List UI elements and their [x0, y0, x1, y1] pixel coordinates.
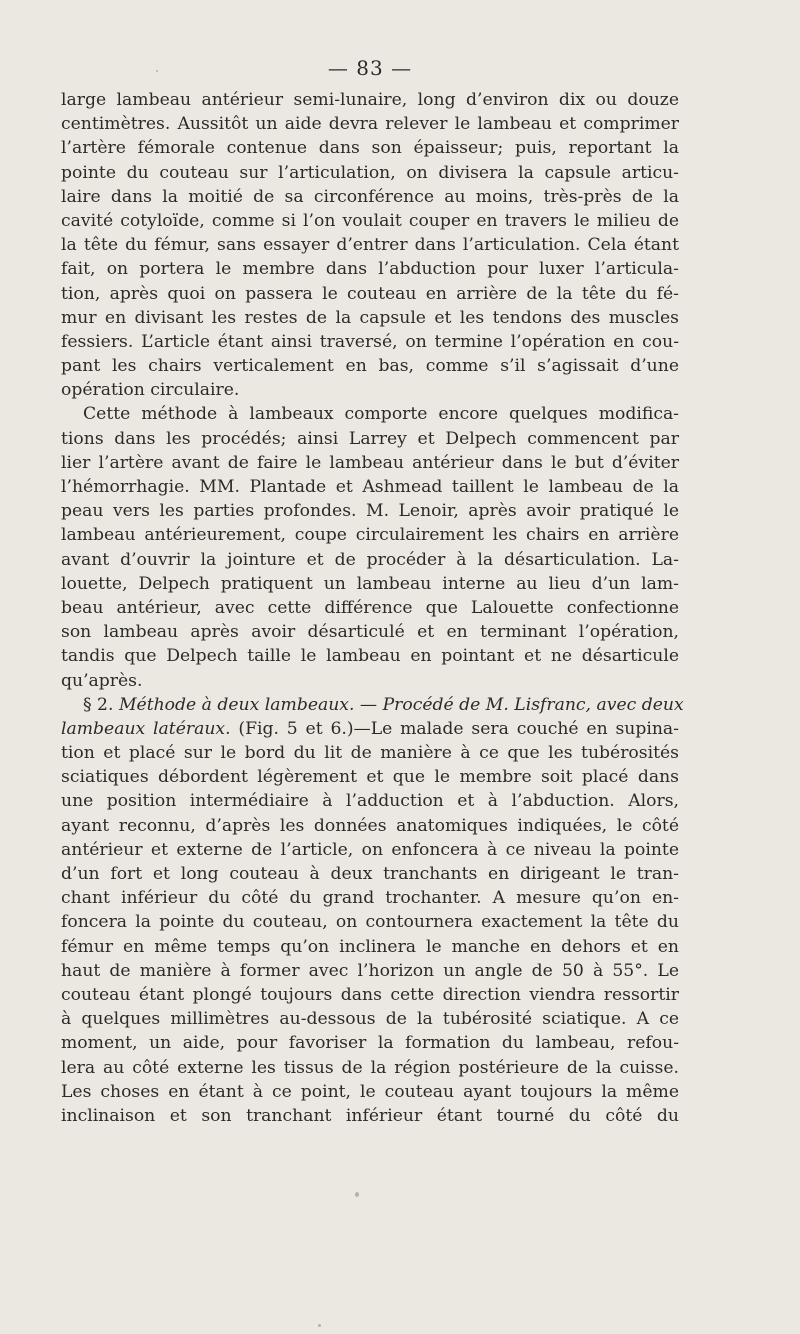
text-line: tion, après quoi on passera le couteau en arrière de la tête du fé-: [61, 283, 679, 304]
text-line: tion et placé sur le bord du lit de manière à ce que les tubérosités: [61, 743, 679, 764]
text-line: fessiers. L’article étant ainsi traversé, on termine l’opération en cou-: [61, 331, 679, 352]
text-line: opération circulaire.: [61, 380, 240, 401]
section-2: [61, 693, 684, 1128]
text-line: mur en divisant les restes de la capsule et les tendons des muscles: [61, 307, 679, 328]
paper-speck: [355, 1192, 359, 1197]
paragraph-1: [61, 88, 679, 402]
text-line: fémur en même temps qu’on inclinera le manche en dehors et en: [61, 936, 679, 957]
text-line: louette, Delpech pratiquent un lambeau interne au lieu d’un lam-: [61, 573, 679, 594]
section-title-cont: lambeaux latéraux.: [61, 718, 231, 739]
text-line: avant d’ouvrir la jointure et de procéder à la désarticulation. La-: [61, 549, 679, 570]
text-line: d’un fort et long couteau à deux tranchants en dirigeant le tran-: [61, 864, 679, 884]
paper-speck: [318, 1324, 321, 1327]
body-text: [61, 88, 684, 1128]
section-heading-line: [61, 693, 684, 717]
text-line: tions dans les procédés; ainsi Larrey et Delpech commencent par: [61, 428, 679, 449]
text-line: lera au côté externe les tissus de la région postérieure de la cuisse.: [61, 1057, 679, 1078]
text-line: lier l’artère avant de faire le lambeau antérieur dans le but d’éviter: [61, 452, 679, 473]
text-line: ayant reconnu, d’après les données anatomiques indiquées, le côté: [61, 815, 679, 836]
text-line: à quelques millimètres au-dessous de la tubérosité sciatique. A ce: [61, 1009, 679, 1030]
text-line: sciatiques débordent légèrement et que le membre soit placé dans: [61, 767, 679, 788]
text-line: beau antérieur, avec cette différence que Lalouette confectionne: [61, 597, 679, 618]
text-line: tandis que Delpech taille le lambeau en pointant et ne désarticule: [61, 646, 679, 667]
text-line: pointe du couteau sur l’articulation, on divisera la capsule articu-: [61, 162, 679, 183]
text-line: antérieur et externe de l’article, on enfoncera à ce niveau la pointe: [61, 839, 679, 860]
text-line: la tête du fémur, sans essayer d’entrer dans l’articulation. Cela étant: [61, 235, 679, 256]
text-line: l’hémorrhagie. MM. Plantade et Ashmead taillent le lambeau de la: [61, 477, 679, 497]
text-line: Cette méthode à lambeaux comporte encore quelques modifica-: [83, 404, 679, 425]
text-line: Les choses en étant à ce point, le couteau ayant toujours la même: [61, 1081, 679, 1102]
text-line: l’artère fémorale contenue dans son épaisseur; puis, reportant la: [61, 138, 679, 159]
text-line: foncera la pointe du couteau, on contournera exactement la tête du: [61, 912, 679, 933]
text-line: fait, on portera le membre dans l’abduction pour luxer l’articula-: [61, 259, 679, 280]
text-line: moment, un aide, pour favoriser la formation du lambeau, refou-: [61, 1033, 679, 1054]
text-line: une position intermédiaire à l’adduction et à l’abduction. Alors,: [61, 791, 679, 812]
section-title: Méthode à deux lambeaux. — Procédé de M. Lisfranc, avec deux: [118, 694, 684, 715]
section-number: § 2.: [83, 694, 114, 715]
section-text-start: (Fig. 5 et 6.)—Le malade sera couché en supina-: [230, 718, 679, 739]
text-line: inclinaison et son tranchant inférieur étant tourné du côté du: [61, 1105, 679, 1126]
paper-speck: [156, 70, 158, 72]
text-line: large lambeau antérieur semi-lunaire, long d’environ dix ou douze: [61, 90, 679, 110]
paragraph-2: [61, 402, 679, 692]
text-line: peau vers les parties profondes. M. Lenoir, après avoir pratiqué le: [61, 501, 679, 522]
text-line: couteau étant plongé toujours dans cette direction viendra ressortir: [61, 984, 679, 1005]
text-line: pant les chairs verticalement en bas, comme s’il s’agissait d’une: [61, 356, 679, 377]
text-line: laire dans la moitié de sa circonférence au moins, très-près de la: [61, 186, 679, 207]
text-line: haut de manière à former avec l’horizon un angle de 50 à 55°. Le: [61, 960, 679, 981]
text-line: cavité cotyloïde, comme si l’on voulait couper en travers le milieu de: [61, 210, 679, 231]
section-heading-line: [61, 717, 679, 741]
text-line: lambeau antérieurement, coupe circulairement les chairs en arrière: [61, 525, 679, 546]
text-line: chant inférieur du côté du grand trochanter. A mesure qu’on en-: [61, 888, 679, 909]
page-number: — 83 —: [327, 56, 413, 80]
text-line: centimètres. Aussitôt un aide devra relever le lambeau et comprimer: [61, 114, 679, 135]
text-line: qu’après.: [61, 670, 143, 691]
text-line: son lambeau après avoir désarticulé et en terminant l’opération,: [61, 622, 679, 643]
